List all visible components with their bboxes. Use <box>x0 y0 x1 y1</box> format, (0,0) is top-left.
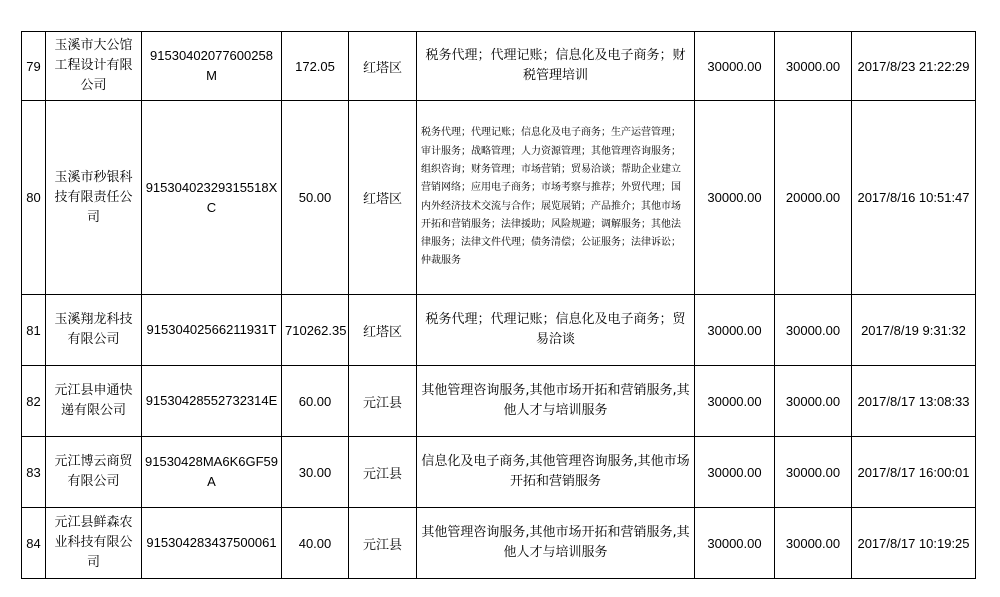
submit-time: 2017/8/17 10:19:25 <box>852 508 976 579</box>
submit-time: 2017/8/19 9:31:32 <box>852 295 976 366</box>
table-row <box>22 101 976 295</box>
service-scope: 税务代理；代理记账；信息化及电子商务；财税管理培训 <box>417 32 695 101</box>
district: 元江县 <box>349 366 417 437</box>
credit-code: 91530402566211931T <box>142 295 282 366</box>
amount-applied: 30000.00 <box>695 101 775 295</box>
row-number: 80 <box>22 101 46 295</box>
district: 红塔区 <box>349 32 417 101</box>
credit-code: 91530402329315518XC <box>142 101 282 295</box>
submit-time: 2017/8/23 21:22:29 <box>852 32 976 101</box>
table-row <box>22 437 976 508</box>
table-row <box>22 508 976 579</box>
amount-applied: 30000.00 <box>695 366 775 437</box>
amount-applied: 30000.00 <box>695 32 775 101</box>
amount-granted: 30000.00 <box>775 32 852 101</box>
amount-applied: 30000.00 <box>695 508 775 579</box>
credit-code: 91530428MA6K6GF59A <box>142 437 282 508</box>
district: 元江县 <box>349 508 417 579</box>
credit-code: 91530402077600258M <box>142 32 282 101</box>
amount-granted: 30000.00 <box>775 295 852 366</box>
submit-time: 2017/8/17 13:08:33 <box>852 366 976 437</box>
credit-code: 91530428552732314E <box>142 366 282 437</box>
service-scope: 信息化及电子商务,其他管理咨询服务,其他市场开拓和营销服务 <box>417 437 695 508</box>
row-number: 84 <box>22 508 46 579</box>
amount-granted: 20000.00 <box>775 101 852 295</box>
service-scope: 其他管理咨询服务,其他市场开拓和营销服务,其他人才与培训服务 <box>417 366 695 437</box>
table-row <box>22 295 976 366</box>
submit-time: 2017/8/16 10:51:47 <box>852 101 976 295</box>
service-scope: 税务代理；代理记账；信息化及电子商务；贸易洽谈 <box>417 295 695 366</box>
company-name: 元江县申通快递有限公司 <box>46 366 142 437</box>
company-name: 玉溪翔龙科技有限公司 <box>46 295 142 366</box>
registered-capital: 172.05 <box>282 32 349 101</box>
company-name: 元江县鲜森农业科技有限公司 <box>46 508 142 579</box>
row-number: 79 <box>22 32 46 101</box>
district: 元江县 <box>349 437 417 508</box>
row-number: 83 <box>22 437 46 508</box>
registered-capital: 60.00 <box>282 366 349 437</box>
registered-capital: 30.00 <box>282 437 349 508</box>
credit-code: 915304283437500061 <box>142 508 282 579</box>
registered-capital: 40.00 <box>282 508 349 579</box>
company-name: 玉溪市秒银科技有限责任公司 <box>46 101 142 295</box>
subsidy-list-table <box>21 31 976 579</box>
company-name: 元江博云商贸有限公司 <box>46 437 142 508</box>
district: 红塔区 <box>349 101 417 295</box>
submit-time: 2017/8/17 16:00:01 <box>852 437 976 508</box>
registered-capital: 50.00 <box>282 101 349 295</box>
amount-applied: 30000.00 <box>695 295 775 366</box>
service-scope: 税务代理；代理记账；信息化及电子商务；生产运营管理；审计服务；战略管理；人力资源管理；其他管理咨询服务；组织咨询；财务管理；市场营销；贸易洽谈；帮助企业建立营销网络；应用电子商务；市场考察与推荐；外贸代理；国内外经济技术交流与合作；展览展销；产品推介；其他市场开拓和营销服务；法律援助；风险规避；调解服务；其他法律服务；法律文件代理；债务清偿；公证服务；法律诉讼；仲裁服务 <box>417 101 695 295</box>
table-row <box>22 32 976 101</box>
amount-granted: 30000.00 <box>775 366 852 437</box>
table-row <box>22 366 976 437</box>
amount-granted: 30000.00 <box>775 508 852 579</box>
amount-granted: 30000.00 <box>775 437 852 508</box>
service-scope: 其他管理咨询服务,其他市场开拓和营销服务,其他人才与培训服务 <box>417 508 695 579</box>
company-name: 玉溪市大公馆工程设计有限公司 <box>46 32 142 101</box>
registered-capital: 710262.35 <box>282 295 349 366</box>
amount-applied: 30000.00 <box>695 437 775 508</box>
district: 红塔区 <box>349 295 417 366</box>
row-number: 82 <box>22 366 46 437</box>
row-number: 81 <box>22 295 46 366</box>
